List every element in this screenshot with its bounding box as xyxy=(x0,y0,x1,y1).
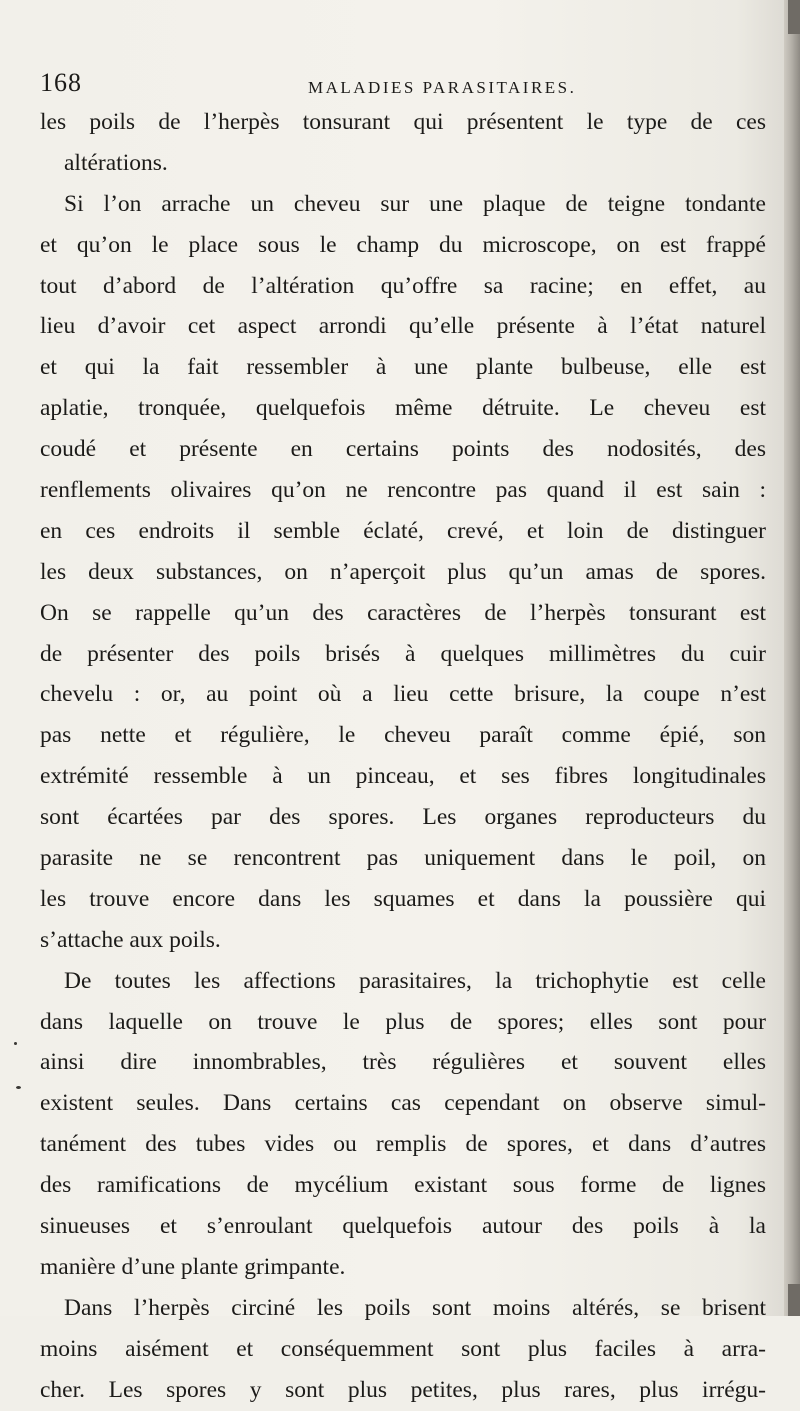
text-line: des ramifications de mycélium existant sous forme de lignes xyxy=(40,1172,766,1199)
text-line: dans laquelle on trouve le plus de spores; elles sont pour xyxy=(40,1008,766,1035)
text-line: les trouve encore dans les squames et dans la poussière qui xyxy=(40,885,766,912)
text-line: renflements olivaires qu’on ne rencontre pas quand il est sain : xyxy=(40,477,766,504)
text-line: On se rappelle qu’un des caractères de l’herpès tonsurant est xyxy=(40,599,766,626)
running-head: MALADIES PARASITAIRES. xyxy=(308,78,577,97)
text-line: les deux substances, on n’aperçoit plus qu’un amas de spores. xyxy=(40,558,766,585)
text-line: tout d’abord de l’altération qu’offre sa racine; en effet, au xyxy=(40,272,766,299)
text-line: coudé et présente en certains points des nodosités, des xyxy=(40,436,766,463)
text-line: ainsi dire innombrables, très régulières et souvent elles xyxy=(40,1049,766,1076)
text-line: s’attache aux poils. xyxy=(40,926,221,953)
text-line: De toutes les affections parasitaires, la trichophytie est celle xyxy=(64,967,766,994)
text-line: pas nette et régulière, le cheveu paraît comme épié, son xyxy=(40,722,766,749)
text-line: aplatie, tronquée, quelquefois même détruite. Le cheveu est xyxy=(40,395,766,422)
ink-speck xyxy=(16,1086,21,1089)
text-line: manière d’une plante grimpante. xyxy=(40,1253,346,1280)
text-line: lieu d’avoir cet aspect arrondi qu’elle présente à l’état naturel xyxy=(40,313,766,340)
text-line: Dans l’herpès circiné les poils sont moins altérés, se brisent xyxy=(64,1294,766,1321)
text-line: existent seules. Dans certains cas cependant on observe simul- xyxy=(40,1090,766,1117)
text-line: chevelu : or, au point où a lieu cette brisure, la coupe n’est xyxy=(40,681,766,708)
page-edge-mark xyxy=(788,1284,800,1316)
ink-speck xyxy=(14,1042,17,1045)
text-line: les poils de l’herpès tonsurant qui présentent le type de ces xyxy=(40,109,766,135)
text-line: extrémité ressemble à un pinceau, et ses fibres longitudinales xyxy=(40,763,766,790)
page-header xyxy=(40,66,760,106)
text-line: altérations. xyxy=(64,149,168,176)
body-text xyxy=(40,102,766,1411)
page-edge-mark xyxy=(788,0,800,34)
text-line: Si l’on arrache un cheveu sur une plaque de teigne tondante xyxy=(64,190,766,217)
text-line: sinueuses et s’enroulant quelquefois autour des poils à la xyxy=(40,1213,766,1240)
text-line: parasite ne se rencontrent pas uniquement dans le poil, on xyxy=(40,845,766,872)
text-line: de présenter des poils brisés à quelques millimètres du cuir xyxy=(40,640,766,667)
text-line: et qui la fait ressembler à une plante bulbeuse, elle est xyxy=(40,354,766,381)
text-line: moins aisément et conséquemment sont plus faciles à arra- xyxy=(40,1335,766,1362)
text-line: et qu’on le place sous le champ du microscope, on est frappé xyxy=(40,231,766,258)
page-edge-shadow xyxy=(784,0,800,1316)
text-line: cher. Les spores y sont plus petites, plus rares, plus irrégu- xyxy=(40,1376,766,1403)
text-line: sont écartées par des spores. Les organes reproducteurs du xyxy=(40,804,766,831)
text-line: en ces endroits il semble éclaté, crevé, et loin de distinguer xyxy=(40,517,766,544)
page-number: 168 xyxy=(40,68,82,97)
text-line: tanément des tubes vides ou remplis de spores, et dans d’autres xyxy=(40,1131,766,1158)
